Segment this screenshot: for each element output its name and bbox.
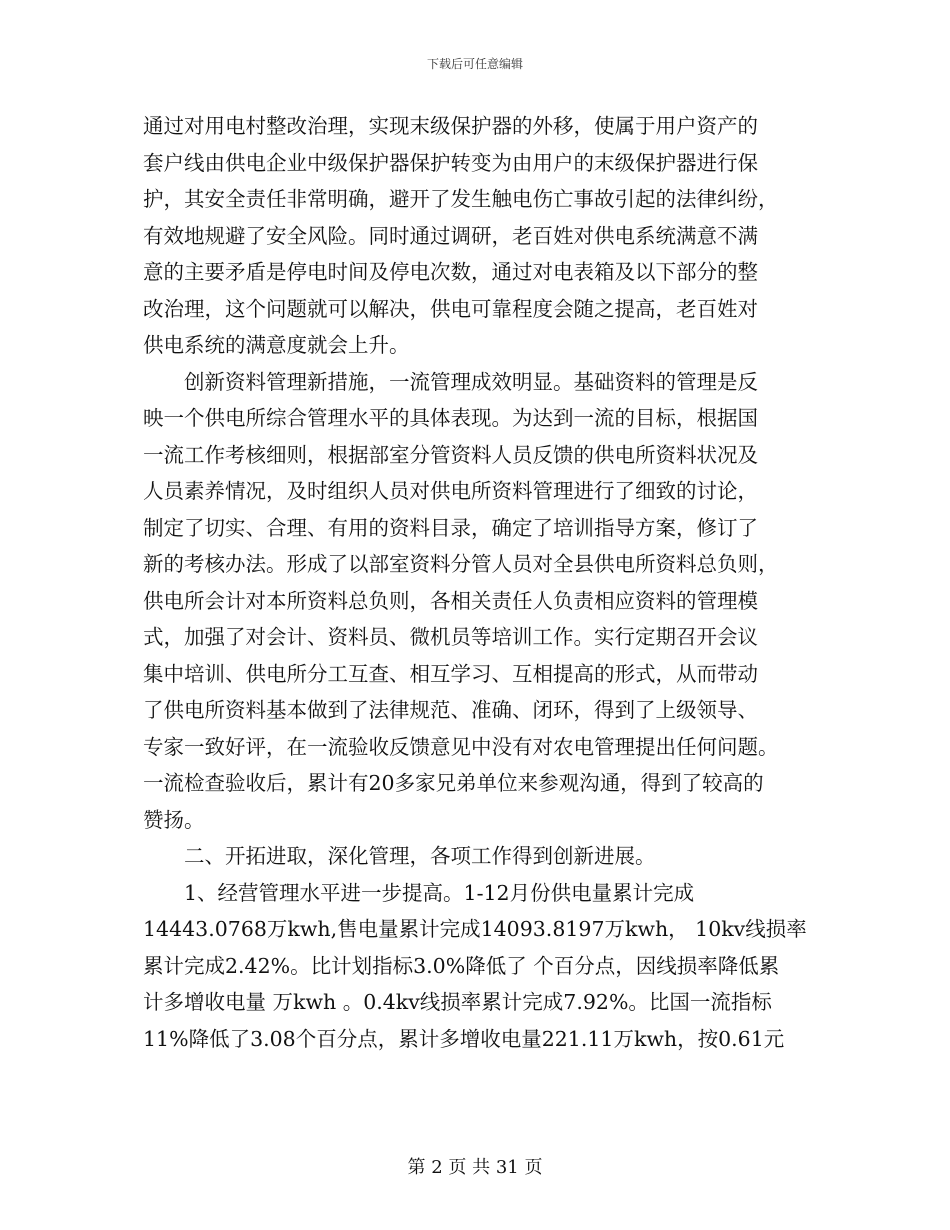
text-line: 累计完成2.42%。比计划指标3.0%降低了 个百分点，因线损率降低累 xyxy=(143,953,780,978)
text-line: 新的考核办法。形成了以部室资料分管人员对全县供电所资料总负则， xyxy=(143,552,779,576)
text-line: 计多增收电量 万kwh 。0.4kv线损率累计完成7.92%。比国一流指标 xyxy=(143,990,772,1014)
text-line: 式，加强了对会计、资料员、微机员等培训工作。实行定期召开会议 xyxy=(143,625,758,649)
text-line: 改治理，这个问题就可以解决，供电可靠程度会随之提高，老百姓对 xyxy=(143,296,758,321)
text-line: 了供电所资料基本做到了法律规范、准确、闭环，得到了上级领导、 xyxy=(143,698,758,722)
text-line: 集中培训、供电所分工互查、相互学习、互相提高的形式，从而带动 xyxy=(143,661,758,686)
text-line: 通过对用电村整改治理，实现末级保护器的外移，使属于用户资产的 xyxy=(143,114,758,138)
text-line: 14443.0768万kwh,售电量累计完成14093.8197万kwh， 10kv线损率 xyxy=(143,917,807,941)
paragraph-first-line: 1、经营管理水平进一步提高。1-12月份供电量累计完成 xyxy=(184,880,695,905)
text-line: 一流工作考核细则，根据部室分管资料人员反馈的供电所资料状况及 xyxy=(143,442,758,467)
text-line: 供电所会计对本所资料总负则，各相关责任人负责相应资料的管理模 xyxy=(143,588,758,613)
text-line: 制定了切实、合理、有用的资料目录，确定了培训指导方案，修订了 xyxy=(143,515,758,540)
text-line: 专家一致好评，在一流验收反馈意见中没有对农电管理提出任何问题。 xyxy=(143,734,779,759)
text-line: 赞扬。 xyxy=(143,807,205,832)
text-line: 护，其安全责任非常明确，避开了发生触电伤亡事故引起的法律纠纷， xyxy=(143,187,779,211)
page-number: 第 2 页 共 31 页 xyxy=(407,1157,543,1178)
section-heading: 二、开拓进取，深化管理，各项工作得到创新进展。 xyxy=(184,844,656,868)
text-line: 人员素养情况，及时组织人员对供电所资料管理进行了细致的讨论， xyxy=(143,479,758,503)
text-line: 映一个供电所综合管理水平的具体表现。为达到一流的目标，根据国 xyxy=(143,406,758,430)
text-line: 有效地规避了安全风险。同时通过调研，老百姓对供电系统满意不满 xyxy=(143,223,758,248)
text-line: 意的主要矛盾是停电时间及停电次数，通过对电表箱及以下部分的整 xyxy=(143,260,758,284)
paragraph-first-line: 创新资料管理新措施，一流管理成效明显。基础资料的管理是反 xyxy=(184,369,758,394)
page-header: 下载后可任意编辑 xyxy=(426,57,523,71)
text-line: 套户线由供电企业中级保护器保护转变为由用户的末级保护器进行保 xyxy=(143,150,758,175)
text-line: 11%降低了3.08个百分点，累计多增收电量221.11万kwh，按0.61元 xyxy=(143,1026,785,1051)
text-line: 一流检查验收后，累计有20多家兄弟单位来参观沟通，得到了较高的 xyxy=(143,771,764,795)
text-line: 供电系统的满意度就会上升。 xyxy=(143,333,410,357)
document-body xyxy=(143,108,808,1057)
